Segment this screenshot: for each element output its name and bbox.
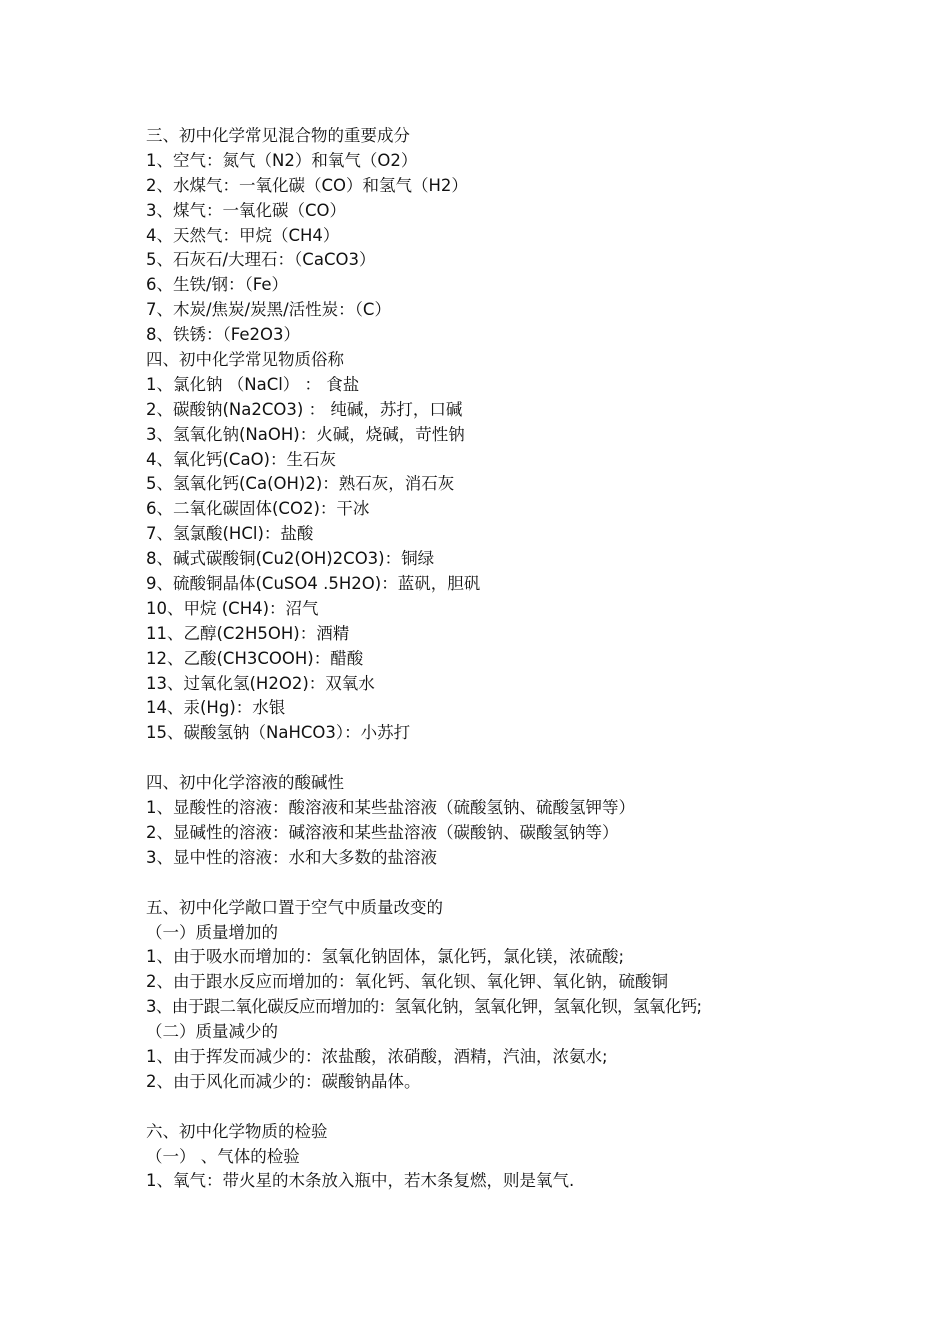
text-line: 11、乙醇(C2H5OH)：酒精 [146, 623, 350, 643]
text-line: 1、空气：氮气（N2）和氧气（O2） [146, 150, 418, 170]
text-line: 1、显酸性的溶液：酸溶液和某些盐溶液（硫酸氢钠、硫酸氢钾等） [146, 798, 635, 818]
text-line: 3、氢氧化钠(NaOH)：火碱，烧碱，苛性钠 [146, 424, 465, 444]
blank-line [146, 871, 936, 896]
text-line: 8、碱式碳酸铜(Cu2(OH)2CO3)：铜绿 [146, 549, 435, 569]
text-line: 8、铁锈：（Fe2O3） [146, 325, 300, 345]
subheading-mass-decrease: （二）质量减少的 [146, 1022, 278, 1042]
text-line: 7、木炭/焦炭/炭黑/活性炭：（C） [146, 300, 391, 320]
text-line: 5、氢氧化钙(Ca(OH)2)：熟石灰，消石灰 [146, 474, 455, 494]
section-heading-mixtures: 三、初中化学常见混合物的重要成分 [146, 126, 410, 145]
text-line: 2、碳酸钠(Na2CO3) ： 纯碱，苏打，口碱 [146, 399, 463, 419]
text-line: 3、煤气：一氧化碳（CO） [146, 200, 347, 220]
text-line: 5、石灰石/大理石：（CaCO3） [146, 250, 376, 270]
text-line: 1、氧气：带火星的木条放入瓶中，若木条复燃，则是氧气. [146, 1171, 575, 1191]
section-heading-common-names: 四、初中化学常见物质俗称 [146, 350, 344, 370]
text-line: 10、甲烷 (CH4)：沼气 [146, 598, 319, 618]
text-line: 4、氧化钙(CaO)：生石灰 [146, 449, 336, 469]
text-line: 2、由于风化而减少的：碳酸钠晶体。 [146, 1071, 421, 1091]
text-line: 14、汞(Hg)：水银 [146, 698, 286, 718]
text-line: 2、水煤气：一氧化碳（CO）和氢气（H2） [146, 175, 468, 195]
section-heading-tests: 六、初中化学物质的检验 [146, 1121, 328, 1141]
text-line: 1、氯化钠 （NaCl） ： 食盐 [146, 374, 360, 394]
text-line: 15、碳酸氢钠（NaHCO3）：小苏打 [146, 723, 411, 743]
subheading-mass-increase: （一）质量增加的 [146, 922, 278, 942]
subheading-gas-tests: （一） 、气体的检验 [146, 1146, 300, 1166]
text-line: 3、显中性的溶液：水和大多数的盐溶液 [146, 847, 437, 867]
text-line: 2、显碱性的溶液：碱溶液和某些盐溶液（碳酸钠、碳酸氢钠等） [146, 822, 619, 842]
text-line: 9、硫酸铜晶体(CuSO4 .5H2O)：蓝矾，胆矾 [146, 574, 481, 594]
text-line: 6、二氧化碳固体(CO2)：干冰 [146, 499, 370, 519]
text-line: 7、氢氯酸(HCl)：盐酸 [146, 524, 314, 544]
blank-line [146, 746, 936, 771]
text-line: 6、生铁/钢：（Fe） [146, 275, 289, 295]
text-line: 2、由于跟水反应而增加的：氧化钙、氧化钡、氧化钾、氧化钠，硫酸铜 [146, 972, 668, 992]
blank-line [146, 1095, 936, 1120]
text-line: 12、乙酸(CH3COOH)：醋酸 [146, 648, 364, 668]
text-line: 4、天然气：甲烷（CH4） [146, 225, 340, 245]
section-heading-mass-change: 五、初中化学敞口置于空气中质量改变的 [146, 897, 443, 917]
text-line: 1、由于挥发而减少的：浓盐酸，浓硝酸，酒精，汽油，浓氨水; [146, 1046, 608, 1066]
text-line: 1、由于吸水而增加的：氢氧化钠固体，氯化钙，氯化镁，浓硫酸; [146, 947, 625, 967]
section-heading-acidity: 四、初中化学溶液的酸碱性 [146, 773, 344, 793]
text-line: 13、过氧化氢(H2O2)：双氧水 [146, 673, 375, 693]
document-page [146, 124, 936, 1194]
text-line: 3、由于跟二氧化碳反应而增加的：氢氧化钠，氢氧化钾，氢氧化钡，氢氧化钙; [146, 997, 702, 1017]
